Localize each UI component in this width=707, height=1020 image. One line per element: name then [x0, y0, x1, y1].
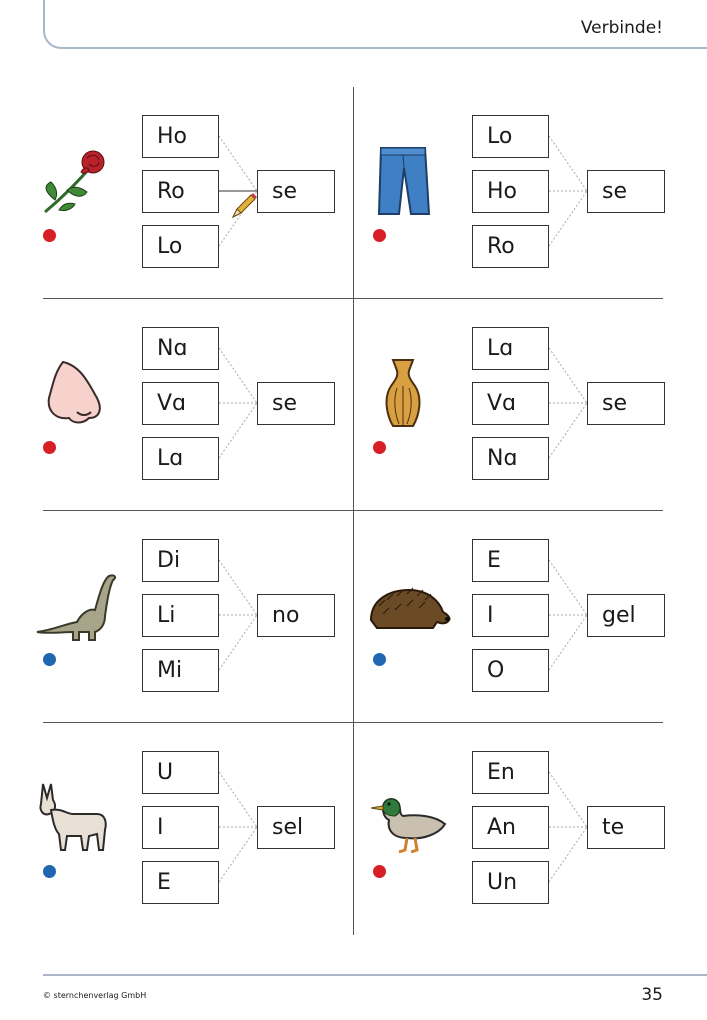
syllable-box[interactable]: Ro [472, 225, 549, 268]
syllable-box[interactable]: I [472, 594, 549, 637]
dotted-guide-line [219, 136, 257, 191]
connector-lines [549, 299, 589, 511]
connector-lines [549, 87, 589, 299]
exercise-cell [373, 723, 683, 935]
connector-lines [549, 723, 589, 935]
syllable-box[interactable]: O [472, 649, 549, 692]
syllable-box[interactable]: U [142, 751, 219, 794]
vase-icon [363, 354, 443, 434]
pencil-icon [229, 191, 259, 221]
red-dot [373, 865, 386, 878]
ending-box[interactable]: te [587, 806, 665, 849]
dotted-guide-line [549, 827, 587, 882]
syllable-box[interactable]: Lɑ [472, 327, 549, 370]
syllable-box[interactable]: Lo [142, 225, 219, 268]
red-dot [373, 229, 386, 242]
dinosaur-icon [33, 566, 113, 646]
copyright: © sternchenverlag GmbH [43, 991, 147, 1000]
syllable-box[interactable]: Lo [472, 115, 549, 158]
ending-box[interactable]: sel [257, 806, 335, 849]
syllable-box[interactable]: Vɑ [142, 382, 219, 425]
exercise-cell [373, 87, 683, 299]
dotted-guide-line [219, 348, 257, 403]
nose-icon [33, 354, 113, 434]
duck-icon [363, 778, 443, 858]
connector-lines [549, 511, 589, 723]
ending-box[interactable]: se [257, 170, 335, 213]
dotted-guide-line [219, 827, 257, 882]
ending-box[interactable]: se [257, 382, 335, 425]
dotted-guide-line [549, 560, 587, 615]
syllable-box[interactable]: Vɑ [472, 382, 549, 425]
syllable-box[interactable]: E [142, 861, 219, 904]
rose-icon [33, 142, 113, 222]
connector-lines [219, 511, 259, 723]
blue-dot [43, 865, 56, 878]
syllable-box[interactable]: En [472, 751, 549, 794]
blue-dot [43, 653, 56, 666]
exercise-cell [43, 299, 353, 511]
dotted-guide-line [219, 615, 257, 670]
syllable-box[interactable]: Nɑ [142, 327, 219, 370]
exercise-cell [43, 511, 353, 723]
syllable-box[interactable]: Di [142, 539, 219, 582]
ending-box[interactable]: se [587, 170, 665, 213]
dotted-guide-line [219, 772, 257, 827]
ending-box[interactable]: se [587, 382, 665, 425]
page-number: 35 [641, 985, 663, 1005]
connector-lines [219, 299, 259, 511]
syllable-box[interactable]: E [472, 539, 549, 582]
syllable-box[interactable]: Li [142, 594, 219, 637]
dotted-guide-line [549, 403, 587, 458]
syllable-box[interactable]: Ho [472, 170, 549, 213]
dotted-guide-line [219, 403, 257, 458]
syllable-box[interactable]: I [142, 806, 219, 849]
syllable-box[interactable]: An [472, 806, 549, 849]
dotted-guide-line [549, 772, 587, 827]
ending-box[interactable]: gel [587, 594, 665, 637]
exercise-cell [43, 723, 353, 935]
blue-dot [373, 653, 386, 666]
dotted-guide-line [219, 560, 257, 615]
dotted-guide-line [549, 136, 587, 191]
exercise-cell [43, 87, 353, 299]
grid-vertical-divider [353, 87, 354, 935]
red-dot [43, 441, 56, 454]
red-dot [43, 229, 56, 242]
footer-line [43, 974, 707, 976]
syllable-box[interactable]: Ro [142, 170, 219, 213]
dotted-guide-line [549, 348, 587, 403]
ending-box[interactable]: no [257, 594, 335, 637]
dotted-guide-line [549, 191, 587, 246]
syllable-box[interactable]: Un [472, 861, 549, 904]
syllable-box[interactable]: Ho [142, 115, 219, 158]
donkey-icon [33, 778, 113, 858]
syllable-box[interactable]: Mi [142, 649, 219, 692]
connector-lines [219, 723, 259, 935]
exercise-cell [373, 299, 683, 511]
jeans-icon [363, 142, 443, 222]
dotted-guide-line [549, 615, 587, 670]
page-title: Verbinde! [580, 18, 663, 38]
exercise-cell [373, 511, 683, 723]
red-dot [373, 441, 386, 454]
hedgehog-icon [363, 566, 443, 646]
syllable-box[interactable]: Lɑ [142, 437, 219, 480]
syllable-box[interactable]: Nɑ [472, 437, 549, 480]
